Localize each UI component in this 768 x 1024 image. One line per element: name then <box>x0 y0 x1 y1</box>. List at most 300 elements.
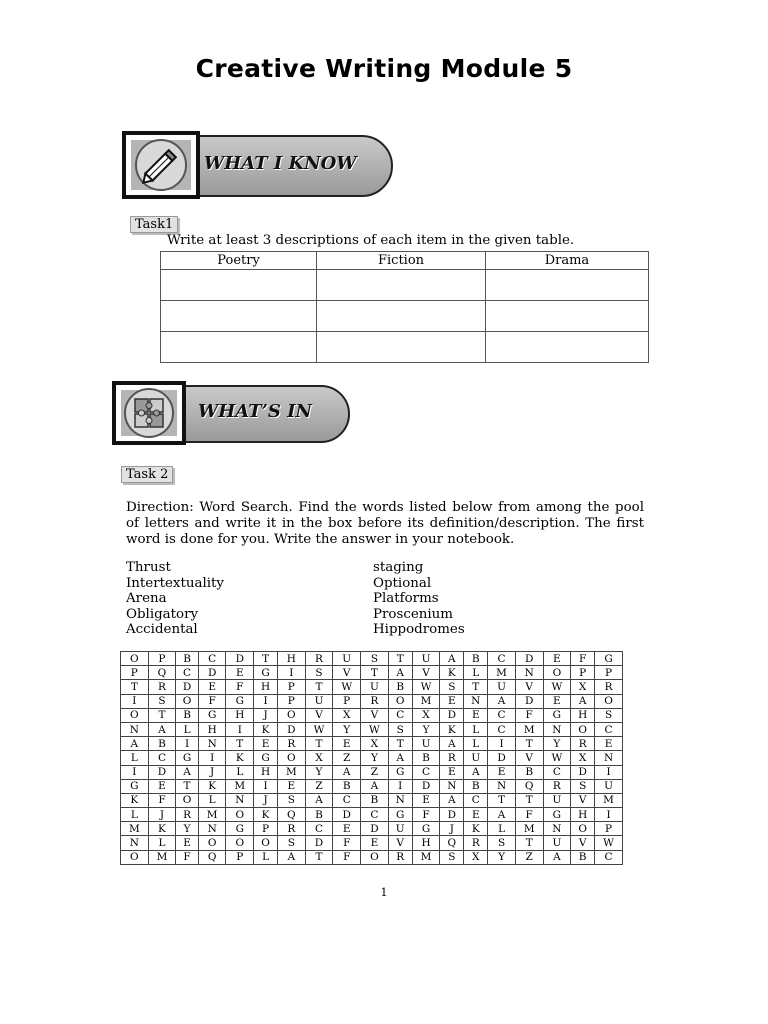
grid-letter: I <box>121 765 149 779</box>
grid-letter: T <box>148 708 176 722</box>
grid-row <box>121 836 623 850</box>
grid-letter: K <box>440 666 464 680</box>
grid-letter: G <box>121 779 149 793</box>
grid-letter: E <box>595 737 623 751</box>
grid-letter: L <box>121 751 149 765</box>
grid-letter: R <box>388 850 412 864</box>
grid-letter: G <box>388 808 412 822</box>
grid-letter: R <box>278 737 306 751</box>
grid-letter: T <box>464 680 488 694</box>
table-cell[interactable] <box>161 301 317 332</box>
grid-letter: D <box>488 751 516 765</box>
grid-letter: N <box>440 779 464 793</box>
grid-letter: Y <box>543 737 571 751</box>
grid-letter: G <box>412 822 440 836</box>
grid-row <box>121 666 623 680</box>
grid-letter: Z <box>515 850 543 864</box>
grid-letter: O <box>176 793 199 807</box>
grid-letter: C <box>148 751 176 765</box>
task2-direction: Direction: Word Search. Find the words listed below from among the pool of letters and write it in the box before its definition/description. The first word is done for you. Write the answer in your notebook. <box>126 500 644 547</box>
word-item: Thrust <box>126 560 171 575</box>
grid-letter: N <box>543 822 571 836</box>
grid-letter: E <box>412 793 440 807</box>
grid-letter: V <box>571 836 595 850</box>
grid-letter: W <box>412 680 440 694</box>
grid-letter: G <box>254 666 278 680</box>
table-cell[interactable] <box>485 332 648 363</box>
grid-letter: C <box>464 793 488 807</box>
grid-letter: S <box>388 722 412 736</box>
grid-letter: S <box>278 836 306 850</box>
grid-letter: N <box>121 722 149 736</box>
grid-letter: H <box>571 708 595 722</box>
pencil-icon <box>134 138 188 192</box>
grid-letter: Y <box>176 822 199 836</box>
grid-letter: R <box>464 836 488 850</box>
grid-letter: M <box>148 850 176 864</box>
grid-letter: T <box>515 793 543 807</box>
grid-letter: T <box>488 793 516 807</box>
grid-letter: D <box>412 779 440 793</box>
grid-letter: B <box>333 779 361 793</box>
grid-letter: U <box>412 737 440 751</box>
grid-letter: K <box>440 722 464 736</box>
grid-letter: D <box>515 652 543 666</box>
grid-letter: E <box>543 694 571 708</box>
grid-letter: E <box>543 652 571 666</box>
grid-letter: W <box>543 751 571 765</box>
grid-letter: S <box>595 708 623 722</box>
grid-letter: K <box>254 808 278 822</box>
grid-letter: E <box>198 680 226 694</box>
grid-letter: H <box>198 722 226 736</box>
table-row <box>161 270 649 301</box>
grid-letter: D <box>226 652 254 666</box>
grid-letter: D <box>440 708 464 722</box>
grid-row <box>121 822 623 836</box>
grid-letter: P <box>278 680 306 694</box>
grid-letter: O <box>121 708 149 722</box>
grid-letter: M <box>488 666 516 680</box>
grid-letter: L <box>464 737 488 751</box>
grid-letter: B <box>464 652 488 666</box>
grid-letter: L <box>198 793 226 807</box>
grid-letter: Q <box>148 666 176 680</box>
grid-letter: U <box>305 694 333 708</box>
grid-letter: X <box>571 680 595 694</box>
grid-letter: P <box>595 666 623 680</box>
grid-row <box>121 850 623 864</box>
grid-letter: A <box>388 666 412 680</box>
grid-letter: W <box>361 722 389 736</box>
grid-letter: G <box>226 694 254 708</box>
grid-letter: F <box>515 708 543 722</box>
section-label: WHAT’S IN <box>198 401 313 422</box>
grid-letter: U <box>464 751 488 765</box>
grid-letter: E <box>226 666 254 680</box>
grid-letter: G <box>176 751 199 765</box>
grid-letter: O <box>121 652 149 666</box>
grid-letter: O <box>226 836 254 850</box>
grid-letter: N <box>464 694 488 708</box>
grid-letter: X <box>571 751 595 765</box>
grid-row <box>121 694 623 708</box>
grid-letter: L <box>176 722 199 736</box>
grid-letter: I <box>278 666 306 680</box>
grid-letter: R <box>148 680 176 694</box>
grid-letter: R <box>361 694 389 708</box>
table-cell[interactable] <box>485 270 648 301</box>
grid-letter: B <box>361 793 389 807</box>
table-row <box>161 332 649 363</box>
grid-letter: L <box>148 836 176 850</box>
grid-letter: P <box>226 850 254 864</box>
grid-letter: F <box>148 793 176 807</box>
grid-row <box>121 722 623 736</box>
grid-letter: O <box>388 694 412 708</box>
grid-letter: J <box>198 765 226 779</box>
grid-letter: W <box>595 836 623 850</box>
grid-letter: Y <box>361 751 389 765</box>
grid-letter: I <box>176 737 199 751</box>
grid-letter: U <box>595 779 623 793</box>
grid-letter: E <box>464 808 488 822</box>
grid-letter: N <box>198 737 226 751</box>
grid-row <box>121 652 623 666</box>
grid-letter: J <box>254 793 278 807</box>
grid-letter: I <box>226 722 254 736</box>
grid-letter: F <box>515 808 543 822</box>
what-i-know-banner <box>122 131 394 199</box>
table-cell[interactable] <box>317 270 486 301</box>
grid-letter: K <box>254 722 278 736</box>
grid-letter: K <box>464 822 488 836</box>
grid-letter: A <box>440 652 464 666</box>
grid-letter: A <box>278 850 306 864</box>
grid-letter: T <box>254 652 278 666</box>
grid-letter: I <box>254 694 278 708</box>
table-cell[interactable] <box>485 301 648 332</box>
grid-letter: C <box>595 850 623 864</box>
grid-letter: O <box>571 722 595 736</box>
grid-letter: K <box>121 793 149 807</box>
grid-letter: Y <box>305 765 333 779</box>
grid-letter: S <box>440 680 464 694</box>
grid-letter: G <box>388 765 412 779</box>
grid-letter: U <box>333 652 361 666</box>
grid-letter: B <box>176 652 199 666</box>
grid-letter: T <box>305 737 333 751</box>
grid-letter: P <box>571 666 595 680</box>
grid-letter: C <box>595 722 623 736</box>
grid-letter: Z <box>361 765 389 779</box>
grid-letter: M <box>198 808 226 822</box>
grid-letter: U <box>412 652 440 666</box>
grid-letter: R <box>543 779 571 793</box>
grid-letter: E <box>464 708 488 722</box>
grid-letter: R <box>305 652 333 666</box>
grid-letter: S <box>361 652 389 666</box>
grid-letter: W <box>543 680 571 694</box>
grid-letter: D <box>198 666 226 680</box>
grid-letter: A <box>543 850 571 864</box>
grid-letter: C <box>176 666 199 680</box>
grid-letter: D <box>440 808 464 822</box>
grid-letter: P <box>254 822 278 836</box>
grid-letter: F <box>333 836 361 850</box>
word-search-grid <box>120 651 623 865</box>
grid-letter: A <box>488 808 516 822</box>
whats-in-banner <box>112 381 352 445</box>
grid-letter: V <box>515 680 543 694</box>
grid-letter: A <box>121 737 149 751</box>
grid-letter: A <box>333 765 361 779</box>
grid-letter: P <box>333 694 361 708</box>
grid-letter: E <box>440 765 464 779</box>
grid-letter: H <box>226 708 254 722</box>
col-header-fiction: Fiction <box>317 252 486 270</box>
grid-letter: N <box>595 751 623 765</box>
grid-letter: S <box>488 836 516 850</box>
grid-letter: X <box>361 737 389 751</box>
grid-letter: X <box>412 708 440 722</box>
grid-letter: D <box>571 765 595 779</box>
word-item: Arena <box>126 591 167 606</box>
grid-letter: S <box>148 694 176 708</box>
grid-letter: D <box>515 694 543 708</box>
grid-letter: C <box>488 722 516 736</box>
grid-letter: R <box>595 680 623 694</box>
grid-letter: T <box>305 850 333 864</box>
section-label: WHAT I KNOW <box>204 153 357 174</box>
description-table <box>160 251 649 363</box>
grid-letter: H <box>254 765 278 779</box>
grid-letter: T <box>176 779 199 793</box>
grid-letter: Z <box>305 779 333 793</box>
grid-letter: O <box>198 836 226 850</box>
grid-letter: R <box>440 751 464 765</box>
grid-letter: P <box>595 822 623 836</box>
grid-letter: A <box>148 722 176 736</box>
grid-letter: P <box>121 666 149 680</box>
grid-letter: G <box>198 708 226 722</box>
grid-letter: B <box>176 708 199 722</box>
grid-letter: U <box>543 793 571 807</box>
grid-letter: R <box>278 822 306 836</box>
grid-letter: C <box>388 708 412 722</box>
grid-letter: W <box>333 680 361 694</box>
grid-letter: Q <box>198 850 226 864</box>
grid-letter: X <box>464 850 488 864</box>
grid-letter: I <box>488 737 516 751</box>
grid-letter: E <box>361 836 389 850</box>
grid-letter: I <box>595 808 623 822</box>
grid-letter: F <box>333 850 361 864</box>
grid-letter: T <box>121 680 149 694</box>
grid-letter: L <box>254 850 278 864</box>
grid-letter: H <box>571 808 595 822</box>
grid-letter: R <box>176 808 199 822</box>
word-list-left <box>126 560 224 638</box>
word-item: Hippodromes <box>373 622 465 637</box>
grid-letter: K <box>198 779 226 793</box>
grid-letter: V <box>412 666 440 680</box>
grid-letter: O <box>254 836 278 850</box>
grid-letter: H <box>412 836 440 850</box>
grid-letter: Y <box>488 850 516 864</box>
grid-letter: C <box>412 765 440 779</box>
word-item: staging <box>373 560 424 575</box>
grid-letter: F <box>226 680 254 694</box>
grid-letter: U <box>388 822 412 836</box>
table-cell[interactable] <box>317 301 486 332</box>
grid-letter: T <box>305 680 333 694</box>
grid-letter: G <box>543 808 571 822</box>
grid-letter: A <box>305 793 333 807</box>
grid-letter: D <box>333 808 361 822</box>
grid-letter: R <box>571 737 595 751</box>
grid-letter: G <box>595 652 623 666</box>
grid-letter: P <box>148 652 176 666</box>
grid-letter: O <box>361 850 389 864</box>
grid-letter: C <box>333 793 361 807</box>
grid-letter: O <box>595 694 623 708</box>
grid-letter: V <box>305 708 333 722</box>
grid-letter: W <box>305 722 333 736</box>
grid-letter: Z <box>333 751 361 765</box>
grid-letter: H <box>278 652 306 666</box>
grid-letter: D <box>176 680 199 694</box>
grid-letter: C <box>488 708 516 722</box>
grid-letter: F <box>176 850 199 864</box>
grid-letter: N <box>388 793 412 807</box>
grid-letter: D <box>361 822 389 836</box>
grid-letter: F <box>571 652 595 666</box>
grid-letter: M <box>121 822 149 836</box>
grid-letter: A <box>488 694 516 708</box>
grid-letter: O <box>571 822 595 836</box>
grid-letter: S <box>305 666 333 680</box>
table-cell[interactable] <box>317 332 486 363</box>
grid-letter: A <box>388 751 412 765</box>
grid-letter: C <box>488 652 516 666</box>
grid-row <box>121 737 623 751</box>
grid-letter: T <box>226 737 254 751</box>
grid-letter: P <box>278 694 306 708</box>
grid-letter: N <box>198 822 226 836</box>
grid-letter: U <box>488 680 516 694</box>
grid-letter: E <box>333 737 361 751</box>
grid-letter: A <box>176 765 199 779</box>
grid-letter: Y <box>333 722 361 736</box>
word-item: Proscenium <box>373 606 453 622</box>
grid-letter: M <box>515 822 543 836</box>
table-cell[interactable] <box>161 332 317 363</box>
grid-letter: F <box>198 694 226 708</box>
grid-row <box>121 680 623 694</box>
grid-letter: B <box>305 808 333 822</box>
grid-letter: V <box>361 708 389 722</box>
grid-letter: L <box>121 808 149 822</box>
grid-letter: S <box>440 850 464 864</box>
grid-letter: M <box>595 793 623 807</box>
grid-letter: C <box>198 652 226 666</box>
grid-letter: J <box>254 708 278 722</box>
grid-letter: B <box>148 737 176 751</box>
word-item: Optional <box>373 575 432 591</box>
grid-letter: L <box>488 822 516 836</box>
grid-row <box>121 765 623 779</box>
grid-letter: M <box>226 779 254 793</box>
grid-letter: E <box>148 779 176 793</box>
word-list-right <box>373 560 465 638</box>
grid-letter: M <box>412 850 440 864</box>
grid-letter: J <box>148 808 176 822</box>
grid-letter: S <box>571 779 595 793</box>
puzzle-icon <box>123 387 175 439</box>
grid-letter: B <box>571 850 595 864</box>
grid-letter: N <box>226 793 254 807</box>
grid-letter: T <box>515 836 543 850</box>
grid-row <box>121 779 623 793</box>
grid-row <box>121 708 623 722</box>
grid-row <box>121 808 623 822</box>
grid-letter: O <box>543 666 571 680</box>
grid-row <box>121 793 623 807</box>
grid-letter: C <box>305 822 333 836</box>
module-title: Creative Writing Module 5 <box>195 54 573 83</box>
grid-letter: O <box>176 694 199 708</box>
grid-letter: N <box>515 666 543 680</box>
grid-letter: O <box>121 850 149 864</box>
grid-letter: O <box>278 708 306 722</box>
grid-letter: M <box>412 694 440 708</box>
grid-letter: Q <box>515 779 543 793</box>
grid-letter: J <box>440 822 464 836</box>
grid-letter: O <box>226 808 254 822</box>
grid-letter: T <box>388 737 412 751</box>
page-number: 1 <box>380 886 388 899</box>
grid-letter: V <box>571 793 595 807</box>
grid-letter: T <box>515 737 543 751</box>
grid-letter: D <box>278 722 306 736</box>
grid-letter: B <box>388 680 412 694</box>
grid-letter: I <box>595 765 623 779</box>
grid-letter: S <box>278 793 306 807</box>
grid-letter: N <box>488 779 516 793</box>
col-header-poetry: Poetry <box>161 252 317 270</box>
grid-letter: L <box>226 765 254 779</box>
grid-letter: I <box>198 751 226 765</box>
grid-letter: A <box>571 694 595 708</box>
grid-letter: V <box>333 666 361 680</box>
grid-letter: X <box>305 751 333 765</box>
grid-letter: E <box>488 765 516 779</box>
grid-letter: M <box>515 722 543 736</box>
grid-letter: F <box>412 808 440 822</box>
grid-letter: X <box>333 708 361 722</box>
grid-letter: V <box>515 751 543 765</box>
grid-letter: A <box>464 765 488 779</box>
grid-letter: I <box>254 779 278 793</box>
grid-letter: C <box>543 765 571 779</box>
grid-letter: B <box>464 779 488 793</box>
table-cell[interactable] <box>161 270 317 301</box>
grid-letter: E <box>176 836 199 850</box>
task2-tag: Task 2 <box>121 466 173 483</box>
grid-letter: H <box>254 680 278 694</box>
grid-letter: G <box>543 708 571 722</box>
